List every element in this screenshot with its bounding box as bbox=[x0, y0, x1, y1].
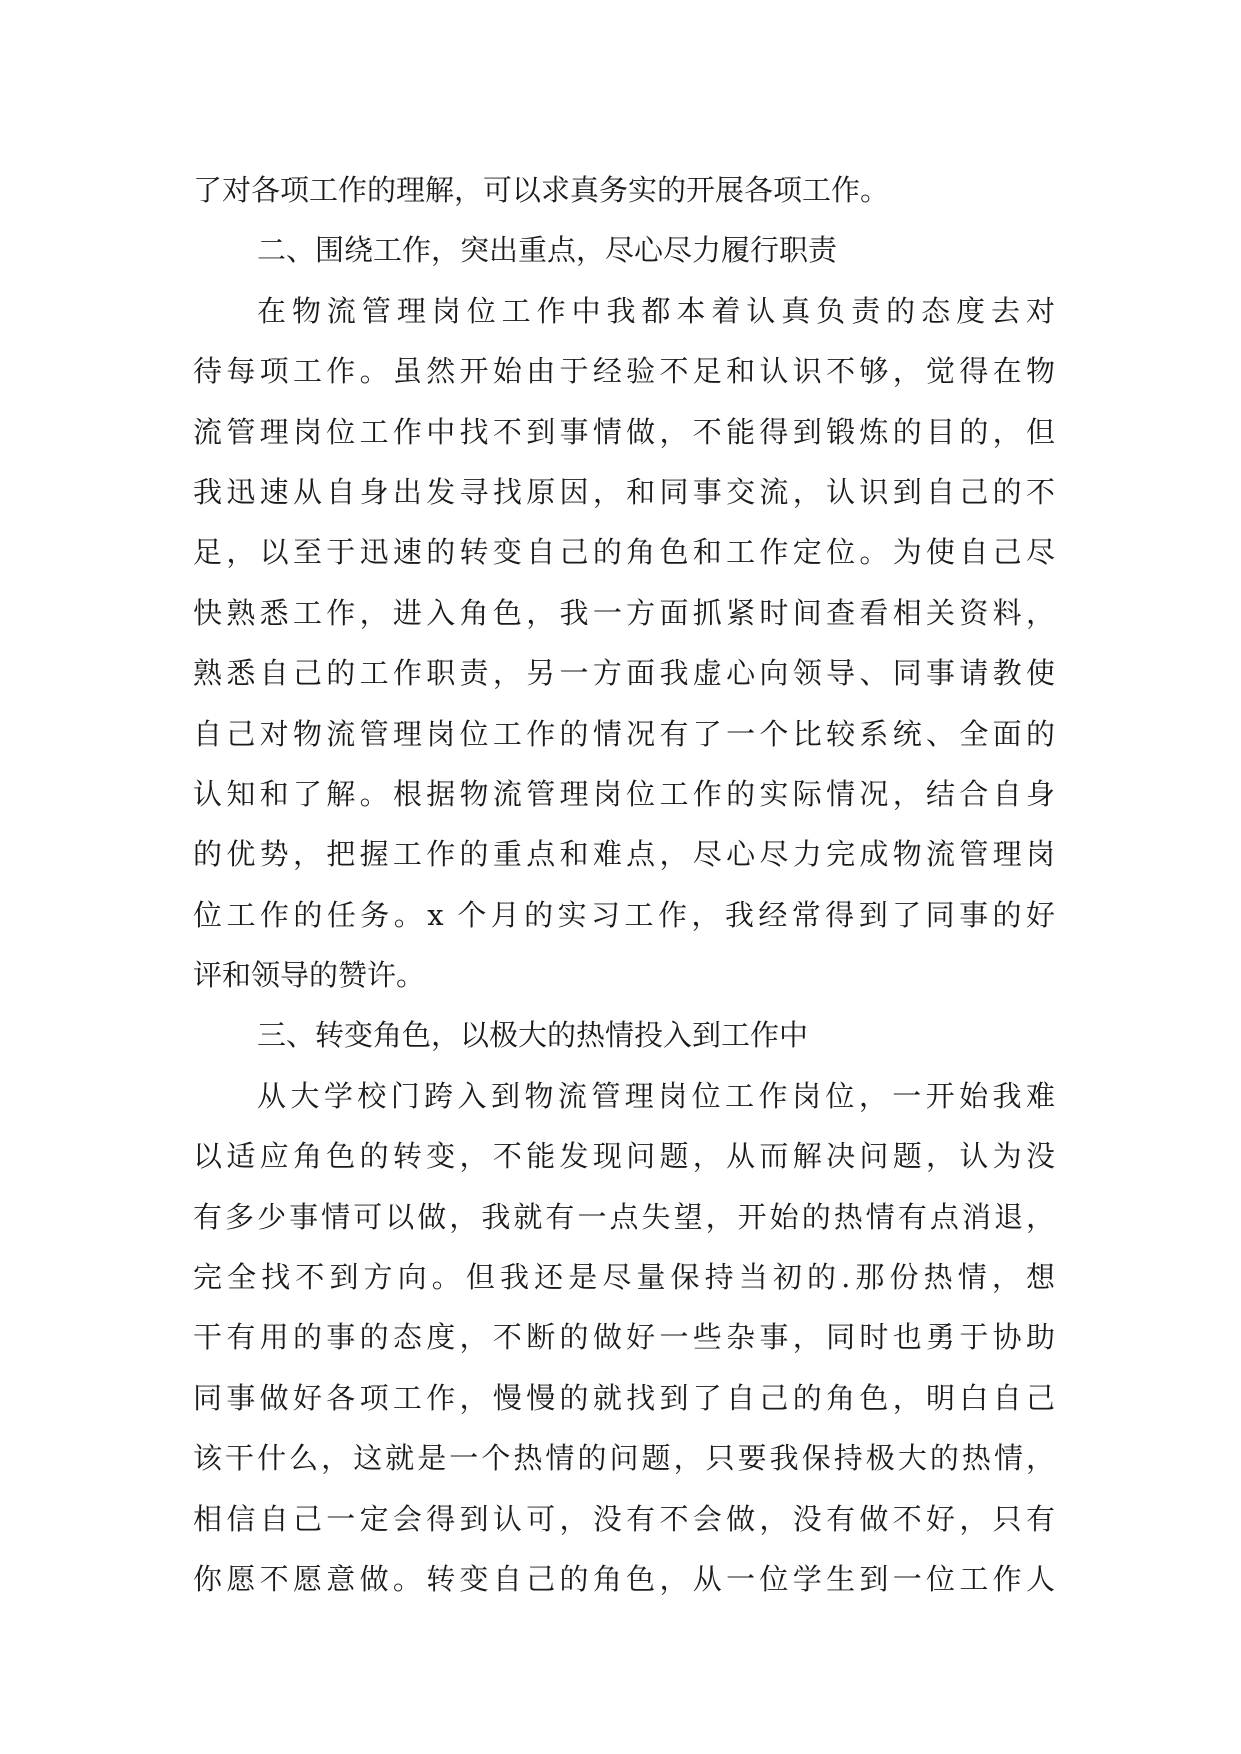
paragraph-line: 在物流管理岗位工作中我都本着认真负责的态度去对 bbox=[257, 293, 1055, 328]
document-body bbox=[193, 160, 1055, 1609]
paragraph-line: 相信自己一定会得到认可，没有不会做，没有做不好，只有 bbox=[193, 1501, 1055, 1536]
paragraph-line: 流管理岗位工作中找不到事情做，不能得到锻炼的目的，但 bbox=[193, 414, 1055, 449]
paragraph-line: 有多少事情可以做，我就有一点失望，开始的热情有点消退， bbox=[193, 1199, 1055, 1234]
paragraph-line: 的优势，把握工作的重点和难点，尽心尽力完成物流管理岗 bbox=[193, 837, 1055, 872]
paragraph-line: 你愿不愿意做。转变自己的角色，从一位学生到一位工作人 bbox=[193, 1561, 1055, 1596]
section-heading: 三、转变角色，以极大的热情投入到工作中 bbox=[257, 1018, 809, 1053]
paragraph-line: 以适应角色的转变，不能发现问题，从而解决问题，认为没 bbox=[193, 1139, 1055, 1174]
paragraph-line: 自己对物流管理岗位工作的情况有了一个比较系统、全面的 bbox=[193, 716, 1055, 751]
paragraph-line: 位工作的任务。x 个月的实习工作，我经常得到了同事的好 bbox=[193, 897, 1055, 932]
paragraph-line: 了对各项工作的理解，可以求真务实的开展各项工作。 bbox=[193, 173, 890, 207]
paragraph-line: 干有用的事的态度，不断的做好一些杂事，同时也勇于协助 bbox=[193, 1320, 1055, 1355]
paragraph-line: 从大学校门跨入到物流管理岗位工作岗位，一开始我难 bbox=[257, 1078, 1055, 1113]
paragraph-line: 完全找不到方向。但我还是尽量保持当初的.那份热情，想 bbox=[193, 1260, 1055, 1295]
paragraph-line: 同事做好各项工作，慢慢的就找到了自己的角色，明白自己 bbox=[193, 1380, 1055, 1415]
paragraph-line: 足，以至于迅速的转变自己的角色和工作定位。为使自己尽 bbox=[193, 535, 1055, 570]
paragraph-line: 我迅速从自身出发寻找原因，和同事交流，认识到自己的不 bbox=[193, 474, 1055, 509]
paragraph-line: 熟悉自己的工作职责，另一方面我虚心向领导、同事请教使 bbox=[193, 656, 1055, 691]
paragraph-line: 快熟悉工作，进入角色，我一方面抓紧时间查看相关资料， bbox=[193, 595, 1055, 630]
paragraph-line: 该干什么，这就是一个热情的问题，只要我保持极大的热情， bbox=[193, 1441, 1055, 1476]
paragraph-line: 待每项工作。虽然开始由于经验不足和认识不够，觉得在物 bbox=[193, 354, 1055, 389]
paragraph-line: 认知和了解。根据物流管理岗位工作的实际情况，结合自身 bbox=[193, 776, 1055, 811]
section-heading: 二、围绕工作，突出重点，尽心尽力履行职责 bbox=[257, 233, 838, 268]
paragraph-line: 评和领导的赞许。 bbox=[193, 958, 426, 993]
